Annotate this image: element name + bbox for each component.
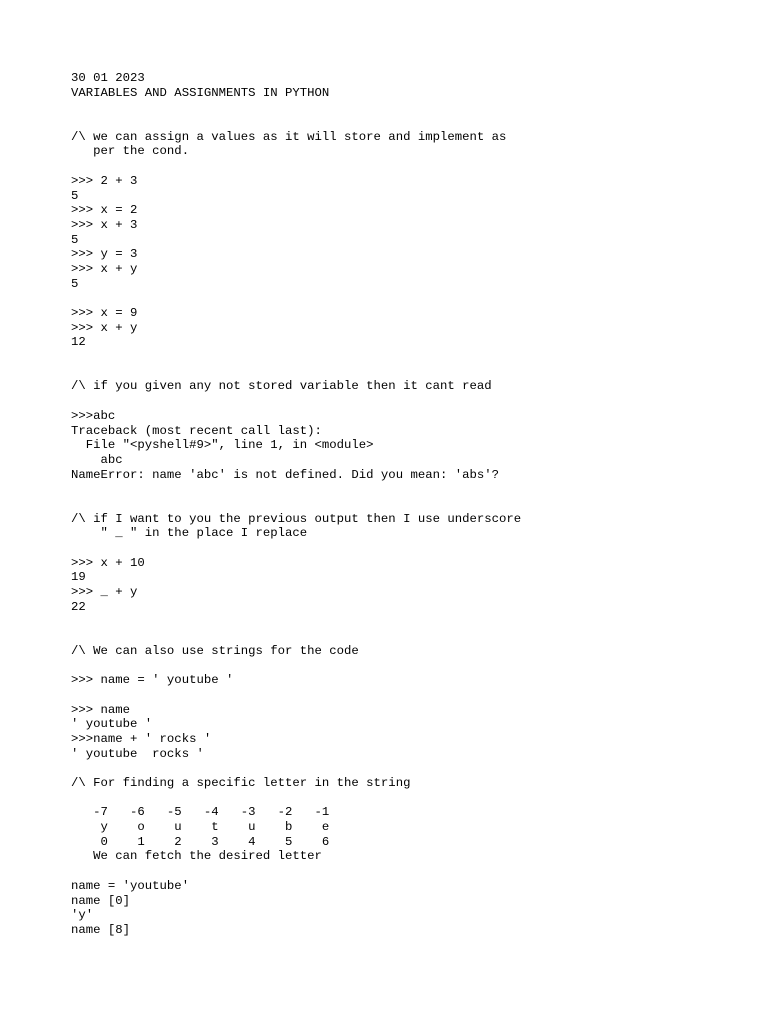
output-line: ' youtube rocks ': [71, 746, 204, 761]
blank-line: [71, 497, 751, 512]
blank-line: [71, 791, 751, 806]
output-line: 5: [71, 232, 79, 247]
code-line: >>> name = ' youtube ': [71, 673, 234, 688]
code-line: >>> x = 2: [71, 203, 138, 218]
blank-line: [71, 350, 751, 365]
error-line: NameError: name 'abc' is not defined. Did you mean: 'abs'?: [71, 467, 500, 482]
blank-line: [71, 482, 751, 497]
note-line: /\ if you given any not stored variable then it cant read: [71, 379, 492, 394]
code-line: >>> x = 9: [71, 306, 138, 320]
output-line: 12: [71, 335, 86, 350]
blank-line: [71, 394, 751, 409]
code-line: >>> x + y: [71, 261, 138, 276]
traceback-line: abc: [71, 452, 123, 467]
code-line: >>>abc: [71, 408, 116, 423]
code-line: >>> x + 10: [71, 555, 145, 570]
output-line: 5: [71, 188, 79, 203]
blank-line: [71, 614, 751, 629]
note-line: We can fetch the desired letter: [71, 849, 322, 864]
blank-line: [71, 541, 751, 556]
note-line: /\ we can assign a values as it will store and implement as: [71, 129, 507, 144]
code-line: >>>name + ' rocks ': [71, 731, 212, 746]
code-line: name [8]: [71, 922, 131, 937]
blank-line: [71, 864, 751, 879]
blank-line: [71, 629, 751, 644]
output-line: 'y': [71, 908, 94, 923]
blank-line: [71, 365, 751, 380]
note-line: " _ " in the place I replace: [71, 526, 308, 541]
output-line: 22: [71, 599, 86, 614]
blank-line: [71, 761, 751, 776]
output-line: ' youtube ': [71, 717, 153, 732]
code-line: name = 'youtube': [71, 878, 190, 893]
index-row-negative: -7 -6 -5 -4 -3 -2 -1: [71, 805, 330, 820]
note-line: /\ We can also use strings for the code: [71, 643, 359, 658]
blank-line: [71, 659, 751, 674]
blank-line: [71, 159, 751, 174]
blank-line: [71, 115, 751, 130]
code-line: >>> y = 3: [71, 247, 138, 262]
code-line: >>> name: [71, 702, 131, 717]
note-line: /\ if I want to you the previous output then I use underscore: [71, 511, 522, 526]
blank-line: [71, 100, 751, 115]
code-line: >>> 2 + 3: [71, 173, 138, 188]
index-row-positive: 0 1 2 3 4 5 6: [71, 834, 330, 849]
index-row-letters: y o u t u b e: [71, 820, 330, 835]
code-line: name [0]: [71, 893, 131, 908]
traceback-line: File "<pyshell#9>", line 1, in <module>: [71, 438, 374, 453]
blank-line: [71, 291, 751, 306]
blank-line: [71, 688, 751, 703]
document-page: [71, 71, 751, 938]
date-line: 30 01 2023: [71, 71, 145, 85]
output-line: 5: [71, 276, 79, 291]
code-line: >>> x + 3: [71, 217, 138, 232]
code-line: >>> _ + y: [71, 585, 138, 600]
document-title: VARIABLES AND ASSIGNMENTS IN PYTHON: [71, 85, 330, 100]
output-line: 19: [71, 570, 86, 585]
note-line: per the cond.: [71, 144, 190, 159]
code-line: >>> x + y: [71, 320, 138, 335]
traceback-line: Traceback (most recent call last):: [71, 423, 322, 438]
note-line: /\ For finding a specific letter in the string: [71, 776, 411, 790]
